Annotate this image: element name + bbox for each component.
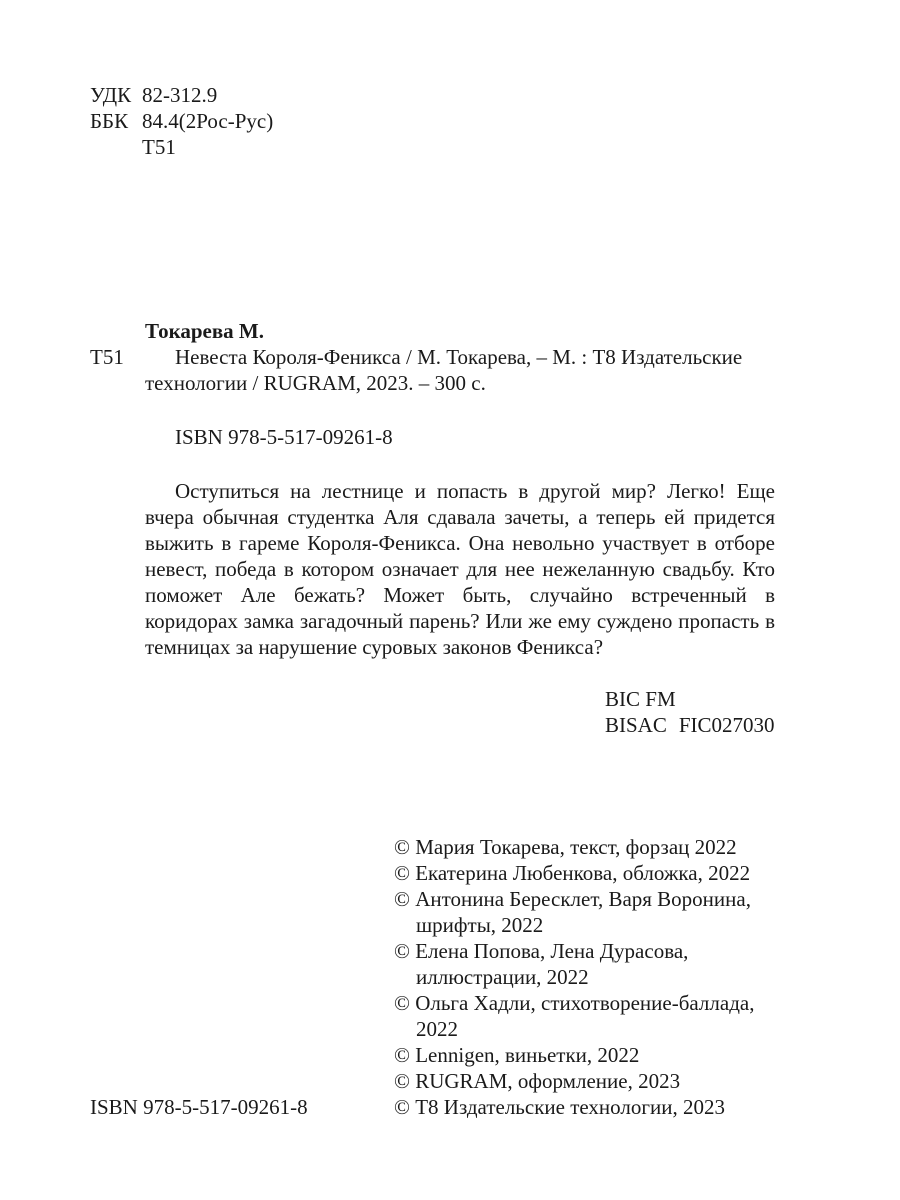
bisac-value: FIC027030	[678, 713, 775, 737]
annotation-paragraph: Оступиться на лестнице и попасть в другой мир? Легко! Еще вчера обычная студентка Аля сдавала зачеты, а теперь ей придется выжить в гареме Короля-Феникса. Она невольно участвует в отборе невест, победа в котором означает для нее нежеланную свадьбу. Кто поможет Але бежать? Может быть, случайно встреченный в коридорах замка загадочный парень? Или же ему суждено пропасть в темницах за нарушение суровых законов Феникса?	[145, 479, 775, 659]
copyright-item: © Екатерина Любенкова, обложка, 2022	[394, 861, 751, 885]
copyright-item: © RUGRAM, оформление, 2023	[394, 1069, 681, 1093]
udk-row	[90, 82, 217, 108]
author-mark-row	[90, 134, 176, 160]
udk-label: УДК	[90, 83, 132, 107]
bbk-value: 84.4(2Рос-Рус)	[142, 109, 274, 133]
bisac-label: BISAC	[605, 713, 667, 737]
bisac-row	[605, 712, 775, 738]
bic-row	[605, 686, 676, 712]
copyright-item: © Антонина Бересклет, Варя Воронина, шрифты, 2022	[394, 887, 751, 937]
copyright-item: © Елена Попова, Лена Дурасова, иллюстрации, 2022	[394, 939, 689, 989]
copyright-item: © Т8 Издательские технологии, 2023	[394, 1095, 725, 1119]
footer-isbn: ISBN 978-5-517-09261-8	[90, 1095, 308, 1119]
isbn-record: ISBN 978-5-517-09261-8	[175, 425, 393, 449]
copyright-list	[394, 834, 794, 1120]
bbk-row	[90, 108, 273, 134]
bic-label: BIC	[605, 687, 641, 711]
author-mark: Т51	[142, 135, 176, 159]
author-name: Токарева М.	[145, 319, 265, 343]
bibliographic-line-2: технологии / RUGRAM, 2023. – 300 с.	[145, 371, 486, 395]
copyright-item: © Lennigen, виньетки, 2022	[394, 1043, 640, 1067]
bic-value: FM	[645, 687, 676, 711]
author-cipher: Т51	[90, 345, 124, 369]
bbk-label: ББК	[90, 109, 129, 133]
copyright-item: © Мария Токарева, текст, форзац 2022	[394, 835, 737, 859]
bibliographic-line-1: Невеста Короля-Феникса / М. Токарева, – М. : Т8 Издательские	[175, 345, 743, 369]
udk-value: 82-312.9	[142, 83, 218, 107]
copyright-item: © Ольга Хадли, стихотворение-баллада, 2022	[394, 991, 755, 1041]
